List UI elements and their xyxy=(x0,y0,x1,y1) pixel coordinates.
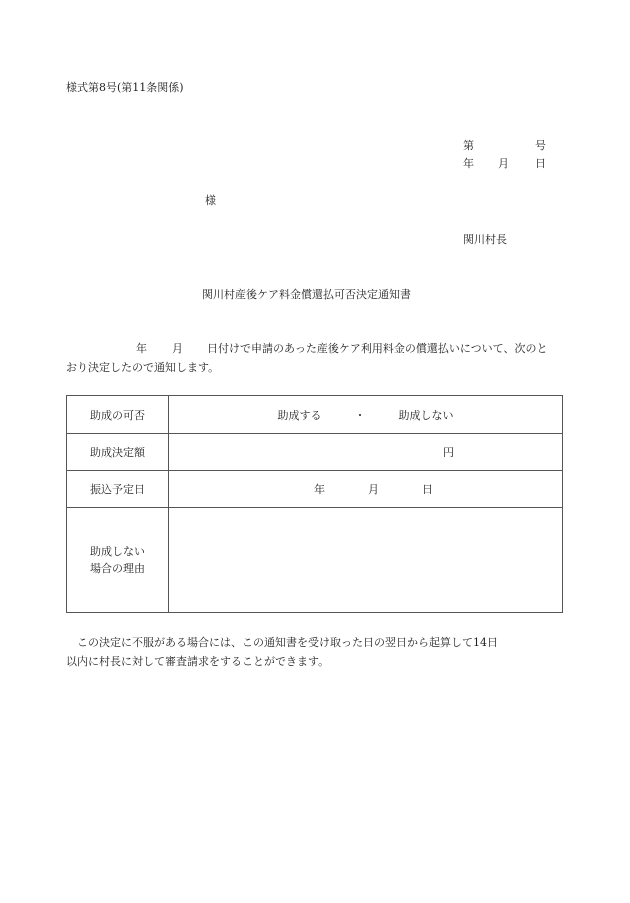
appeal-notice-line-1: この決定に不服がある場合には、この通知書を受け取った日の翌日から起算して14日 xyxy=(77,636,498,649)
transfer-day: 日 xyxy=(422,483,433,496)
yen-unit: 円 xyxy=(443,446,454,459)
denial-reason-cell xyxy=(169,508,563,613)
row-label-approval: 助成の可否 xyxy=(67,396,169,434)
document-number-suffix: 号 xyxy=(535,139,546,152)
body-text-rest: 日付けで申請のあった産後ケア利用料金の償還払いについて、次のと xyxy=(207,342,548,355)
document-title: 関川村産後ケア料金償還払可否決定通知書 xyxy=(202,288,411,301)
label-line-2: 場合の理由 xyxy=(90,562,145,575)
issue-date-year: 年 xyxy=(463,157,474,170)
label-line-1: 助成しない xyxy=(90,545,145,558)
issuer-name: 関川村長 xyxy=(463,233,507,246)
decision-table xyxy=(66,395,563,613)
transfer-date-cell xyxy=(169,471,563,508)
application-year: 年 xyxy=(136,342,147,355)
option-approve: 助成する xyxy=(277,408,322,422)
table-row xyxy=(67,471,563,508)
document-number-label: 第 xyxy=(463,139,474,152)
issue-date-month: 月 xyxy=(498,157,509,170)
option-deny: 助成しない xyxy=(398,408,454,422)
application-month: 月 xyxy=(172,342,183,355)
table-row xyxy=(67,508,563,613)
amount-cell xyxy=(169,434,563,471)
appeal-notice-line-2: 以内に村長に対して審査請求をすることができます。 xyxy=(66,655,330,668)
issue-date-day: 日 xyxy=(535,157,546,170)
addressee-honorific: 様 xyxy=(205,194,216,207)
approval-options xyxy=(169,396,563,434)
transfer-month: 月 xyxy=(368,483,379,496)
transfer-year: 年 xyxy=(314,483,325,496)
table-row xyxy=(67,434,563,471)
form-number: 様式第8号(第11条関係) xyxy=(66,81,184,94)
row-label-amount: 助成決定額 xyxy=(67,434,169,471)
option-separator: ・ xyxy=(354,408,366,422)
body-text-line-2: おり決定したので通知します。 xyxy=(66,361,220,374)
table-row xyxy=(67,396,563,434)
row-label-denial-reason xyxy=(67,508,169,613)
row-label-transfer-date: 振込予定日 xyxy=(67,471,169,508)
